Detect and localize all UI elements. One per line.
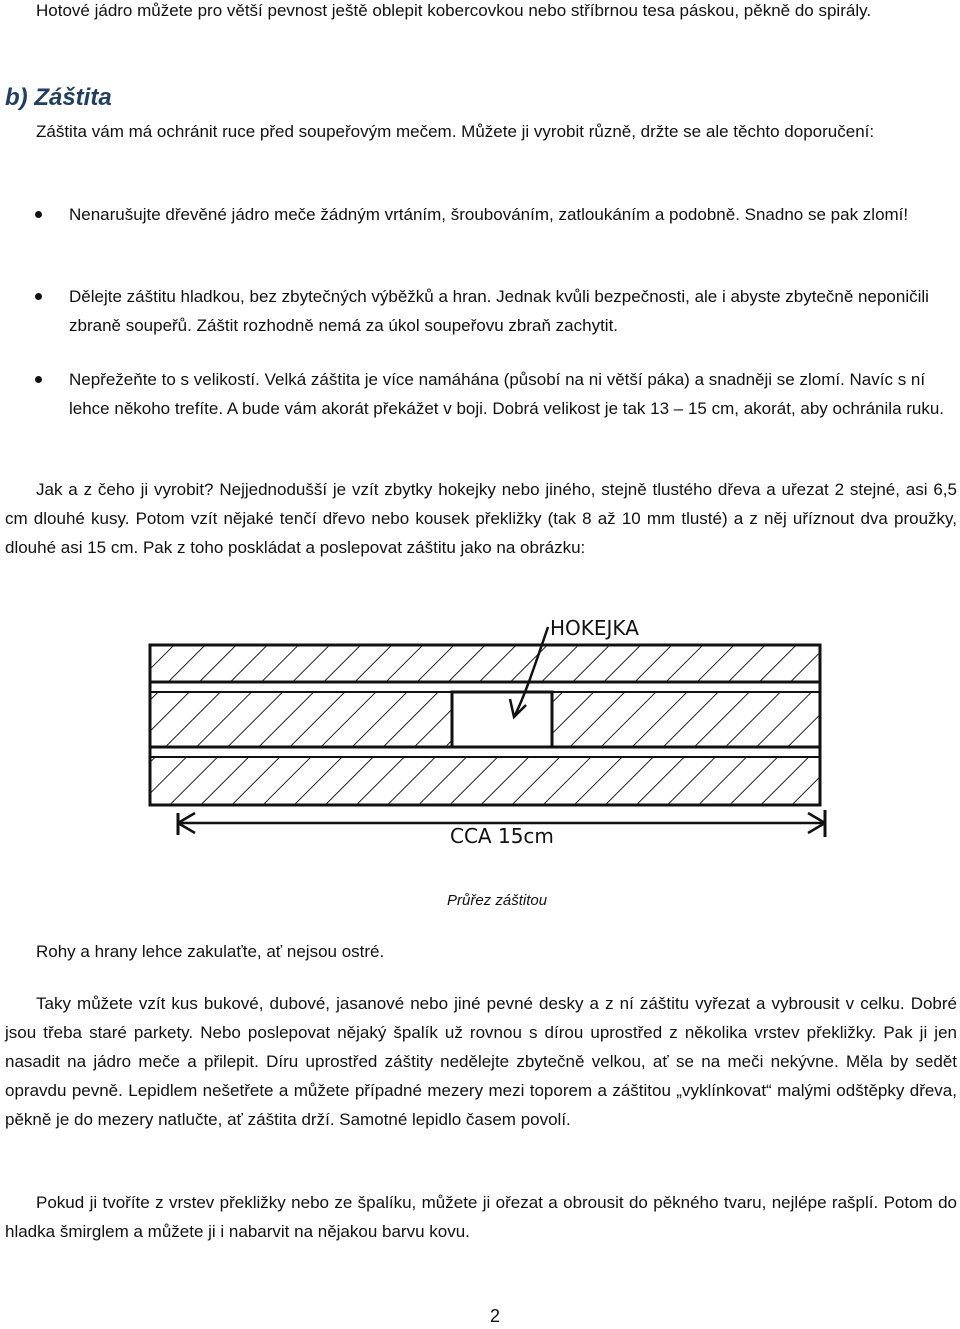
right-hockey-piece [552, 692, 820, 747]
center-hole [452, 692, 552, 747]
bullet-dot [35, 376, 42, 383]
dimension-label: CCA 15cm [450, 824, 554, 848]
bullet-item: Nenarušujte dřevěné jádro meče žádným vrtáním, šroubováním, zatloukáním a podobně. Snadno se pak zlomí! [69, 205, 909, 224]
alt-method-paragraph: Taky můžete vzít kus bukové, dubové, jasanové nebo jiné pevné desky a z ní záštitu vyřezat a vybrousit v celku. Dobré jsou třeba staré parkety. Nebo poslepovat nějaký špalík už rovnou s dírou uprostřed z několika vrstev překližky. Pak ji jen nasadit na jádro meče a přilepit. Díru uprostřed záštity nedělejte zbytečně velkou, ať se na meči nekývne. Měla by sedět opravdu pevně. Lepidlem nešetřete a můžete případné mezery mezi toporem a záštitou „vyklínkovat“ malými odštěpky dřeva, pěkně je do mezery natlučte, ať záštita drží. Samotné lepidlo časem povolí. [5, 994, 957, 1129]
intro-paragraph: Hotové jádro můžete pro větší pevnost ještě oblepit kobercovkou nebo stříbrnou tesa páskou, pěkně do spirály. [36, 1, 872, 20]
hokejka-label: HOKEJKA [550, 616, 639, 640]
corners-paragraph: Rohy a hrany lehce zakulaťte, ať nejsou ostré. [36, 942, 385, 961]
figure-caption: Průřez záštitou [447, 892, 548, 909]
bullet-dot [35, 293, 42, 300]
bullet-dot [35, 211, 42, 218]
section-intro-paragraph: Záštita vám má ochránit ruce před soupeřovým mečem. Můžete ji vyrobit různě, držte se ale těchto doporučení: [36, 122, 875, 141]
cross-section-drawing [140, 585, 840, 875]
bullet-item: Nepřežeňte to s velikostí. Velká záštita je více namáhána (působí na ni větší páka) a snadněji se zlomí. Navíc s ní lehce někoho trefíte. A bude vám akorát překážet v boji. Dobrá velikost je tak 13 – 15 cm, akorát, aby ochránila ruku. [69, 370, 945, 418]
section-heading: b) Záštita [5, 84, 112, 111]
top-plywood-strip [150, 645, 820, 682]
bullet-item: Dělejte záštitu hladkou, bez zbytečných výběžků a hran. Jednak kvůli bezpečnosti, ale i abyste zbytečně neponičili zbraně soupeřů. Záštit rozhodně nemá za úkol soupeřovu zbraň zachytit. [69, 287, 929, 335]
page-number: 2 [490, 1306, 501, 1326]
bottom-plywood-strip [150, 757, 820, 805]
left-hockey-piece [150, 692, 452, 747]
finish-paragraph: Pokud ji tvoříte z vrstev překližky nebo ze špalíku, můžete ji ořezat a obrousit do pěkného tvaru, nejlépe rašplí. Potom do hladka šmirglem a můžete ji i nabarvit na nějakou barvu kovu. [5, 1193, 957, 1241]
how-to-paragraph: Jak a z čeho ji vyrobit? Nejjednodušší je vzít zbytky hokejky nebo jiného, stejně tlustého dřeva a uřezat 2 stejné, asi 6,5 cm dlouhé kusy. Potom vzít nějaké tenčí dřevo nebo kousek překližky (tak 8 až 10 mm tlusté) a z něj uříznout dva proužky, dlouhé asi 15 cm. Pak z toho poskládat a poslepovat záštitu jako na obrázku: [5, 480, 957, 557]
